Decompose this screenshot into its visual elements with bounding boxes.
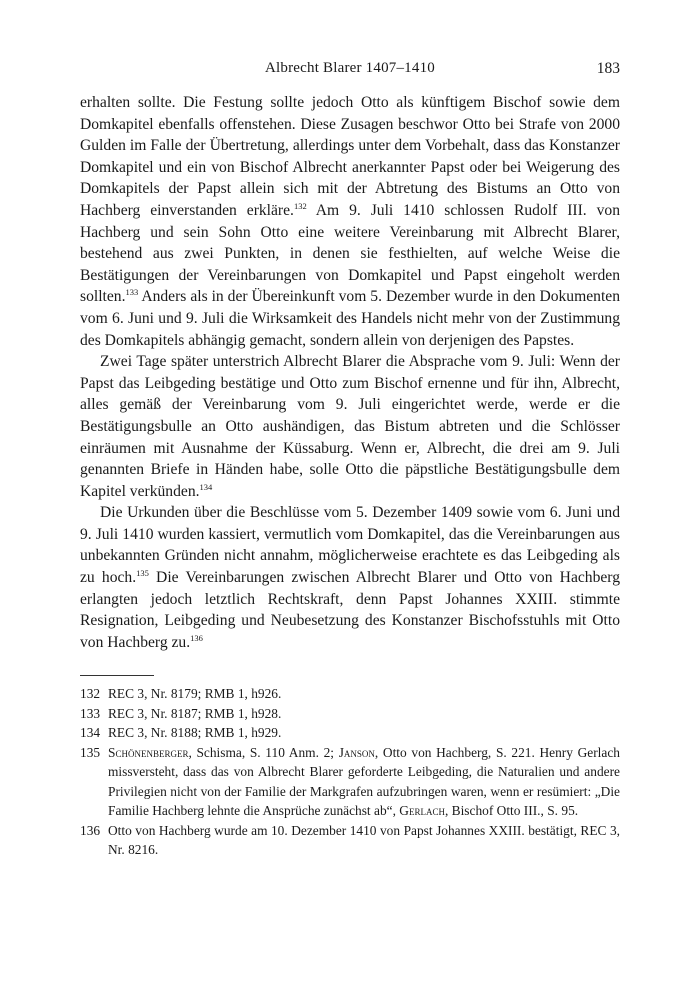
footnote-135 [80, 743, 620, 821]
author-name: Gerlach [399, 803, 445, 818]
running-title: Albrecht Blarer 1407–1410 [265, 60, 435, 76]
footnote-number: 132 [80, 686, 101, 701]
footnote-ref-134[interactable]: 134 [199, 481, 213, 492]
paragraph-text: Anders als in der Übereinkunft vom 5. Dezember wurde in den Dokumenten vom 6. Juni und 9. Juli die Wirksamkeit des Handels nicht mehr von der Zustimmung des Domkapitels abhängig gemacht, sondern allein von derjenigen des Papstes. [80, 288, 620, 349]
footnote-text: REC 3, Nr. 8179; RMB 1, h926. [108, 686, 282, 701]
main-text [80, 92, 620, 653]
footnote-ref-135[interactable]: 135 [136, 568, 149, 579]
footnote-text: REC 3, Nr. 8188; RMB 1, h929. [108, 725, 282, 740]
footnote-133 [80, 704, 620, 724]
paragraph-2 [80, 351, 620, 502]
page-header [80, 60, 620, 82]
footnote-number: 136 [80, 822, 101, 838]
footnote-136 [80, 821, 620, 860]
footnote-number: 133 [80, 705, 101, 721]
paragraph-1 [80, 92, 620, 351]
paragraph-text: Am 9. Juli 1410 schlossen Rudolf III. von Hachberg und sein Sohn Otto eine weitere Vereinbarung mit Albrecht Blarer, bestehend aus zwei Punkten, in denen sie festhielten, auf welche Weise die Bestätigungen der Vereinbarungen von Domkapitel und Papst eingeholt werden sollten. [80, 201, 620, 306]
footnote-text-part: , Schisma, S. 110 Anm. 2; [188, 744, 339, 760]
footnote-text-part: , Bischof Otto III., S. 95. [444, 803, 579, 818]
footnote-text-part: , Otto von Hachberg, S. 221. Henry Gerlach missversteht, dass das von Albrecht Blarer geforderte Leibgeding, die Naturalien und andere Privilegien nicht von der Familie der Markgrafen aufzubringen waren, wenn er resümiert: „Die Familie Hachberg lehnte die Ansprüche zunächst ab“, [108, 744, 620, 818]
footnote-134 [80, 723, 620, 743]
footnote-text [108, 743, 620, 821]
paragraph-3 [80, 502, 620, 653]
paragraph-text: Zwei Tage später unterstrich Albrecht Blarer die Absprache vom 9. Juli: Wenn der Papst das Leibgeding bestätige und Otto zum Bischof ernenne und für ihn, Albrecht, alles gemäß der Vereinbarung vom 9. Juli eingerichtet werde, werde er die Bestätigungsbulle an Otto aushändigen, das Bistum abtreten und die Schlösser einräumen mit Ausnahme der Küssaburg. Wenn er, Albrecht, die drei am 9. Juli genannten Briefe in Händen habe, solle Otto die päpstliche Bestätigungsbulle dem Kapitel verkünden. [80, 353, 620, 500]
author-name: Janson [338, 744, 375, 760]
footnote-ref-136[interactable]: 136 [190, 632, 203, 643]
footnote-ref-133[interactable]: 133 [125, 287, 139, 298]
paragraph-text: Die Vereinbarungen zwischen Albrecht Blarer und Otto von Hachberg erlangten jedoch letztlich Rechtskraft, denn Papst Johannes XXIII. stimmte Resignation, Leibgeding und Neubesetzung des Konstanzer Bischofsstuhls mit Otto von Hachberg zu. [80, 569, 621, 651]
paragraph-text: erhalten sollte. Die Festung sollte jedoch Otto als künftigem Bischof sowie dem Domkapitel ebenfalls offenstehen. Diese Zusagen beschwor Otto bei Strafe von 2000 Gulden im Falle der Übertretung, allerdings unter dem Vorbehalt, dass das Konstanzer Domkapitel und ein von Bischof Albrecht anerkannter Papst oder bei Weigerung des Domkapitels der Papst allein sich mit der Abtretung des Bistums an Otto von Hachberg einverstanden erkläre. [80, 94, 620, 219]
footnote-text: Otto von Hachberg wurde am 10. Dezember 1410 von Papst Johannes XXIII. bestätigt, REC 3, Nr. 8216. [108, 822, 620, 857]
footnote-separator [80, 675, 154, 676]
paragraph-text: Die Urkunden über die Beschlüsse vom 5. Dezember 1409 sowie vom 6. Juni und 9. Juli 1410 wurden kassiert, vermutlich vom Domkapitel, das die Vereinbarungen aus unbekannten Gründen nicht annahm, möglicherweise erachtete es das Leibgeding als zu hoch. [80, 504, 620, 587]
footnote-number: 135 [80, 744, 101, 760]
page-number: 183 [596, 60, 620, 77]
author-name: Schönenberger [108, 744, 189, 760]
footnote-text: REC 3, Nr. 8187; RMB 1, h928. [108, 705, 282, 721]
footnote-132 [80, 684, 620, 704]
footnote-number: 134 [80, 725, 101, 740]
footnotes [80, 684, 620, 860]
footnote-ref-132[interactable]: 132 [293, 200, 307, 211]
